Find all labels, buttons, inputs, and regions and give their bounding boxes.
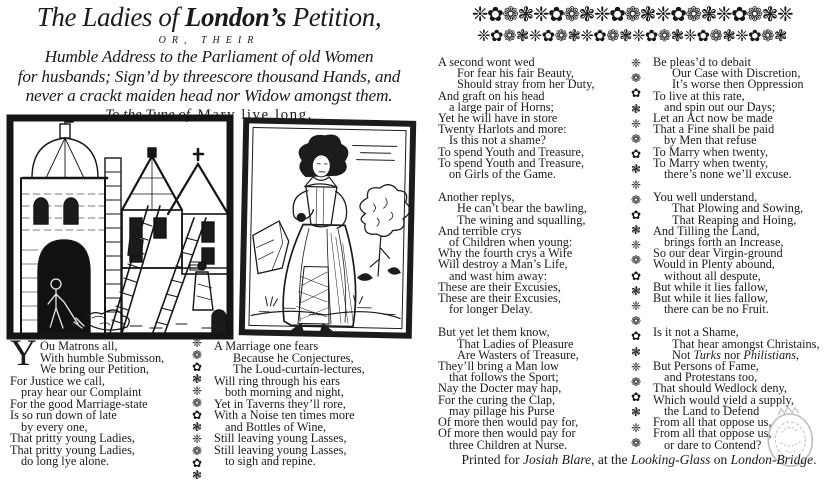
verse-line: three Children at Nurse. <box>449 437 568 452</box>
verse-line: there can be no Fruit. <box>664 302 769 317</box>
verse-line: Is this not a shame? <box>449 133 546 148</box>
verse-line: Of more then would pay for <box>438 426 576 441</box>
verse-line: That Reaping and Hoing, <box>672 212 797 227</box>
verse-line: That Plowing and Sowing, <box>672 201 804 216</box>
verse-line: pray hear our Complaint <box>21 385 142 399</box>
verse-line: To live at this rate, <box>653 88 745 103</box>
verse-line: That hear amongst Christains, <box>672 336 820 351</box>
verse-line: Will destroy a Man’s Life, <box>438 257 568 272</box>
verse-line: Yet he will have in store <box>438 111 558 126</box>
verse-line: That should Wedlock deny, <box>653 381 787 396</box>
verse-line: or dare to Contend? <box>664 437 762 452</box>
fleuron-strip-right-icon: ❈ ❁ ✿ ❃ ❈ ❁ ✿ ❃ ❈ ❁ ✿ ❃ ❈ ❁ ✿ ❃ ❈ ❁ ✿ ❃ ❈ ❁ ✿ ❃ ❈ ❁ <box>630 56 642 450</box>
verse-line: Our Case with Discretion, <box>672 66 801 81</box>
woodcut-town-scene <box>6 114 234 340</box>
verse-line: that follows the Sport; <box>449 370 559 385</box>
verse-line: Why the fourth crys a Wife <box>438 246 573 261</box>
verse-line: But yet let them know, <box>438 325 550 340</box>
verse-line: From all that oppose us, <box>653 426 772 441</box>
verse-line: That Ladies of Pleasure <box>457 336 574 351</box>
verse-line: and Protestans too, <box>664 370 758 385</box>
verse-line: Should stray from her Duty, <box>457 77 595 92</box>
verse-column-right-1 <box>438 57 624 463</box>
verse-line: And graft on his head <box>438 88 545 103</box>
verse-line: by every one, <box>21 419 88 434</box>
verse-line: Which would yield a supply, <box>653 392 794 407</box>
verse-line: But Persons of Fame, <box>653 359 759 374</box>
verse-line: So our dear Virgin-ground <box>653 246 783 261</box>
verse-line: Still leaving young Lasses, <box>214 431 347 445</box>
verse-line: Not Turks nor Philistians, <box>672 347 800 362</box>
verse-line: Are Wasters of Treasure, <box>457 347 579 362</box>
verse-line: That pritty young Ladies, <box>10 442 135 457</box>
stanza <box>438 57 624 180</box>
woodcut-lady <box>237 115 419 341</box>
verse-line: With a Noise ten times more <box>214 408 355 422</box>
stanza <box>438 327 624 450</box>
verse-line: Yet in Taverns they’ll rore, <box>214 396 346 411</box>
verse-line: That a Fine shall be paid <box>653 122 775 137</box>
verse-line: Because he Conjectures, <box>233 350 354 365</box>
verse-line: These are their Excusies, <box>438 279 561 294</box>
verse-line: on Girls of the Game. <box>449 167 556 182</box>
verse-line: These are their Excusies, <box>438 291 561 306</box>
verse-line: For the curing the Clap, <box>438 392 556 407</box>
stanza <box>438 192 624 315</box>
address-line-1: Humble Address to the Parliament of old Women <box>44 47 374 66</box>
stanza <box>10 333 186 468</box>
verse-line: For the good Marriage-state <box>10 396 148 411</box>
subtitle: OR, THEIR <box>158 35 260 46</box>
verse-line: He can’t bear the bawling, <box>457 201 587 216</box>
verse-line: to sigh and repine. <box>225 454 316 468</box>
drop-cap: Y <box>10 333 37 374</box>
verse-line: A second wont wed <box>438 55 535 69</box>
verse-line: You well understand, <box>653 190 758 205</box>
ornament-border <box>431 3 833 45</box>
stanza <box>653 57 836 180</box>
verse-line: without all despute, <box>664 268 761 283</box>
verse-line: The wining and squalling, <box>457 212 586 227</box>
verse-line: may pillage his Purse <box>449 403 555 418</box>
verse-line: To spend Youth and Treasure, <box>438 144 585 159</box>
address-line-2: for husbands; Sign’d by threescore thousand Hands, and <box>17 66 401 86</box>
verse-line: the Land to Defend <box>664 403 760 418</box>
verse-line: To Marry when twenty, <box>653 155 769 170</box>
title-emphasis: London’s <box>184 2 287 32</box>
verse-line: We bring our Petition, <box>40 362 149 376</box>
verse-line: for longer Delay. <box>449 302 533 317</box>
verse-line: To Marry when twenty, <box>653 144 769 159</box>
tune-label: To the Tune of, <box>105 106 194 123</box>
title-block <box>0 2 418 124</box>
verse-line: Nay the Docter may hap, <box>438 381 562 396</box>
title-post: Petition, <box>286 2 382 32</box>
page-title <box>0 2 418 33</box>
verse-line: They’ll bring a Man low <box>438 359 559 374</box>
verse-line: and wast him away: <box>449 268 548 283</box>
verse-line: And Tilling the Land, <box>653 223 760 238</box>
verse-line: there’s none we’ll excuse. <box>664 167 792 182</box>
stanza <box>653 192 836 315</box>
stanza <box>214 341 416 468</box>
verse-line: Will ring through his ears <box>214 373 340 388</box>
verse-line: That pritty young Ladies, <box>10 431 135 445</box>
verse-line: Of more then would pay for, <box>438 415 579 430</box>
verse-line: a large pair of Horns; <box>449 99 554 114</box>
verse-line: Would in Plenty abound, <box>653 257 775 272</box>
verse-line: Be pleas’d to debait <box>653 55 752 69</box>
verse-line: both morning and night, <box>225 385 344 399</box>
verse-line: and spin out our Days; <box>664 99 776 114</box>
verse-line: With humble Submisson, <box>40 350 165 365</box>
fleuron-row-icon: ❈✿❁❃❈✿❁❃❈✿❁❃❈✿❁❃❈✿❁❃❈✿❁❃ <box>477 26 787 45</box>
verse-line: brings forth an Increase, <box>664 235 784 250</box>
title-pre: The Ladies of <box>36 2 185 32</box>
verse-line: Another replys, <box>438 190 515 205</box>
verse-line: Is it not a Shame, <box>653 325 739 340</box>
verse-line: Still leaving young Lasses, <box>214 442 347 457</box>
verse-line: Twenty Harlots and more: <box>438 122 567 137</box>
fleuron-strip-left-icon: ❈ ❁ ✿ ❃ ❈ ❁ ✿ ❃ ❈ ❁ ✿ ❃ <box>191 336 203 480</box>
verse-column-left-2 <box>214 341 416 480</box>
verse-line: by Men that refuse <box>664 133 757 148</box>
verse-line: For Justice we call, <box>10 373 105 388</box>
verse-line: For fear his fair Beauty, <box>457 66 575 81</box>
verse-line: But while it lies fallow, <box>653 279 768 294</box>
verse-column-left-1 <box>10 333 186 480</box>
verse-line: and Bottles of Wine, <box>225 419 327 434</box>
verse-line: The Loud-curtain-lectures, <box>233 362 365 376</box>
verse-line: From all that oppose us, <box>653 415 772 430</box>
fleuron-row-icon: ❈✿❁❃❈✿❁❃❈✿❁❃❈✿❁❃❈✿❁❃❈ <box>471 3 793 26</box>
verse-line: Ou Matrons all, <box>40 339 118 353</box>
address-line-3: never a crackt maiden head nor Widow amongst them. <box>25 86 393 106</box>
verse-line: And terrible crys <box>438 223 522 238</box>
verse-line: To spend Youth and Treasure, <box>438 155 585 170</box>
verse-line: of Children when young: <box>449 235 573 250</box>
verse-line: A Marriage one fears <box>214 339 319 353</box>
verse-line: do long lye alone. <box>21 454 110 468</box>
printer-imprint: Printed for Josiah Blare, at the Looking-Glass on London-Bridge. <box>461 452 817 467</box>
verse-line: Let an Act now be made <box>653 111 773 126</box>
verse-line: But while it lies fallow, <box>653 291 768 306</box>
verse-line: Is so run down of late <box>10 408 117 422</box>
verse-line: It’s worse then Oppression <box>672 77 804 92</box>
tune-name: Mary live long. <box>197 106 313 123</box>
